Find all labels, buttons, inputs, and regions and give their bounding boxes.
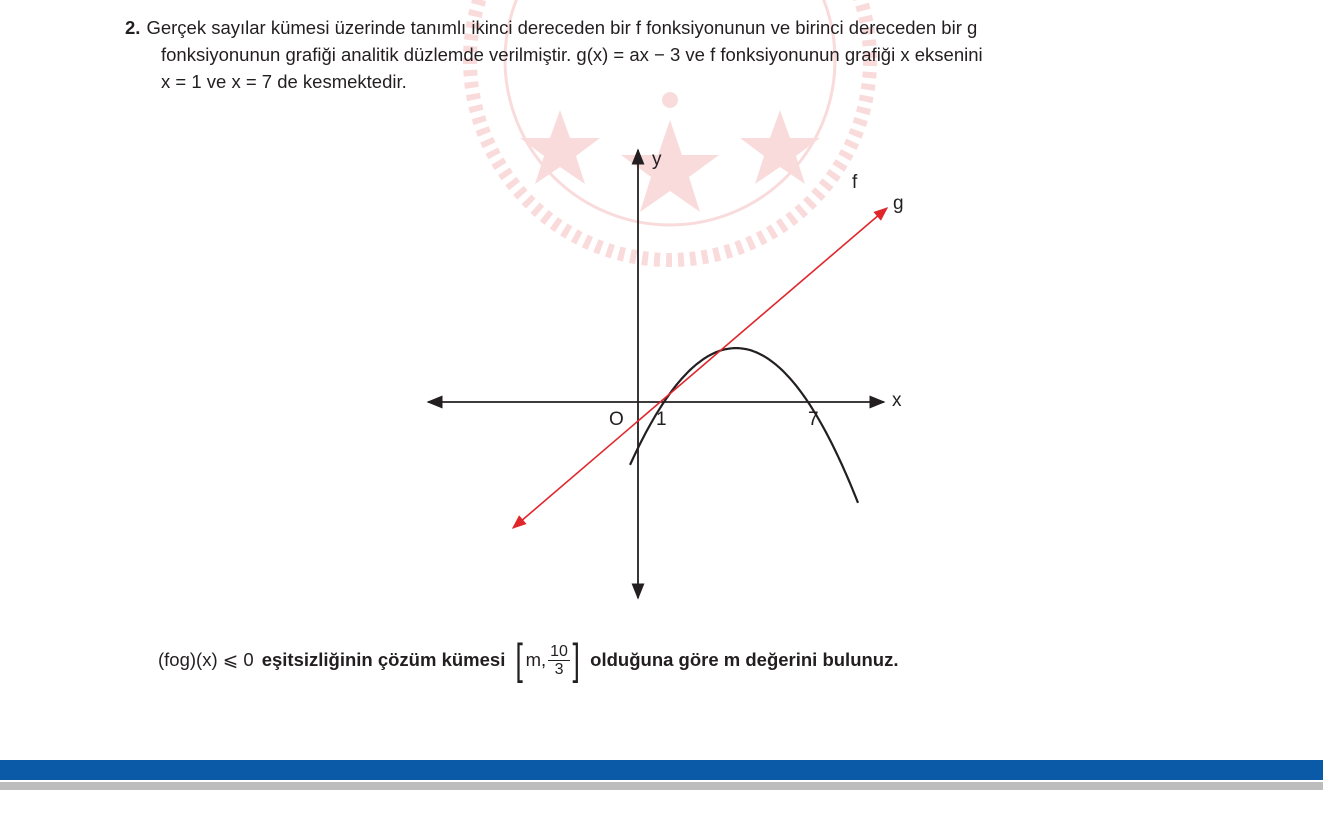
left-bracket: [	[515, 635, 524, 684]
origin-label: O	[609, 409, 624, 430]
problem-text-1: Gerçek sayılar kümesi üzerinde tanımlı ikinci dereceden bir f fonksiyonunun ve birinci dereceden bir g	[146, 17, 978, 38]
f-label: f	[852, 172, 858, 193]
solution-interval	[513, 635, 582, 684]
line-g	[513, 208, 887, 528]
root-1-label: 1	[656, 409, 667, 430]
footer-blue-bar	[0, 760, 1323, 780]
right-bracket: ]	[572, 635, 580, 684]
fraction-numerator: 10	[550, 642, 568, 660]
footer-grey-bar	[0, 782, 1323, 790]
problem-line-3: x = 1 ve x = 7 de kesmektedir.	[161, 71, 407, 92]
fraction-denominator: 3	[554, 660, 564, 678]
fraction	[548, 643, 570, 678]
problem-number: 2.	[125, 17, 141, 38]
g-label: g	[893, 193, 904, 214]
x-axis-label: x	[892, 390, 902, 411]
interval-left: m,	[525, 649, 547, 670]
root-7-label: 7	[808, 409, 819, 430]
question	[158, 635, 899, 684]
question-text-2: olduğuna göre m değerini bulunuz.	[590, 649, 899, 670]
question-expression: (fog)(x) ⩽ 0	[158, 649, 254, 670]
question-text-1: eşitsizliğinin çözüm kümesi	[261, 649, 506, 670]
problem-line-2: fonksiyonunun grafiği analitik düzlemde verilmiştir. g(x) = ax − 3 ve f fonksiyonunun grafiği x eksenini	[161, 44, 983, 65]
y-axis-label: y	[652, 149, 662, 170]
